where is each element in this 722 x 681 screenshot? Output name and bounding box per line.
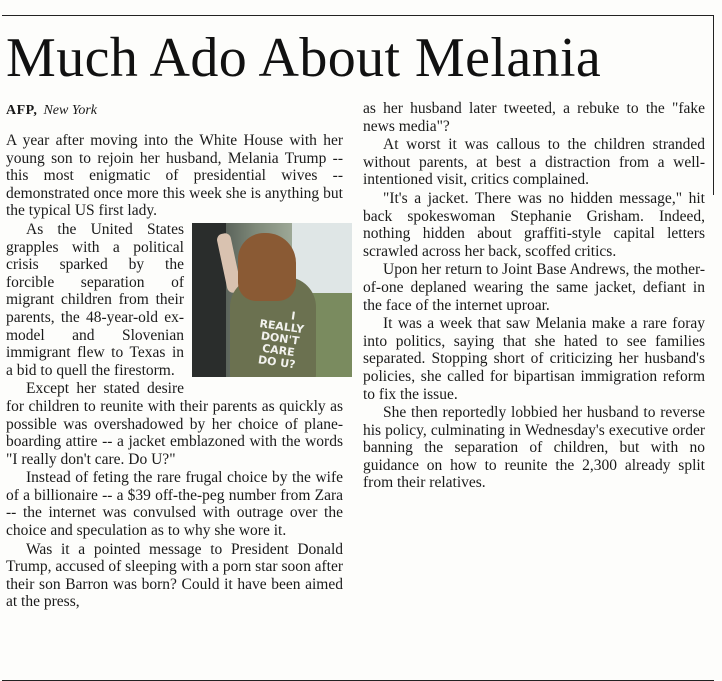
paragraph: Except her stated desire for children to reunite with their parents as quickly as possible was overshadowed by her choice of plane-boarding attire -- a jacket emblazoned with the words "I really don't care. Do U?" — [6, 380, 343, 468]
headline: Much Ado About Melania — [6, 27, 602, 89]
paragraph: It was a week that saw Melania make a rare foray into politics, saying that she hated to see families separated. Stopping short of criticizing her husband's policies, she called for bipartisan immigration reform to fix the issue. — [363, 315, 705, 403]
photo-grass — [312, 293, 352, 377]
right-column-rule — [713, 15, 714, 195]
photo-hair — [238, 233, 296, 301]
paragraph: Was it a pointed message to President Donald Trump, accused of sleeping with a porn star soon after their son Barron was born? Could it have been aimed at the press, — [6, 540, 343, 611]
paragraph: At worst it was callous to the children stranded without parents, at best a distraction from a well-intentioned visit, critics complained. — [363, 136, 705, 189]
paragraph: She then reportedly lobbied her husband to reverse his policy, culminating in Wednesday's executive order banning the separation of children, but with no guidance on how to reunite the 2,300 already split from their relatives. — [363, 404, 705, 492]
top-rule — [2, 15, 714, 16]
byline-agency: AFP, — [6, 103, 38, 118]
paragraph: A year after moving into the White House with her young son to rejoin her husband, Melania Trump -- this most enigmatic of presidential wives -- demonstrated once more this week she is anything but the typical US first lady. — [6, 132, 343, 220]
paragraph: Upon her return to Joint Base Andrews, the mother-of-one deplaned wearing the same jacket, defiant in the face of the internet uproar. — [363, 261, 705, 314]
photo-jacket-text: I REALLY DON'T CARE DO U? — [257, 309, 305, 372]
byline-place: New York — [43, 103, 97, 118]
paragraph-text: As the United States grapples with a political crisis sparked by the forcible separation of migrant children from their parents, the 48-year-old ex-model and Slovenian immigrant flew to Texas in a bid to quell the firestorm. — [6, 220, 184, 379]
right-column — [363, 100, 705, 492]
paragraph: as her husband later tweeted, a rebuke to the "fake news media"? — [363, 100, 705, 135]
paragraph: Instead of feting the rare frugal choice by the wife of a billionaire -- a $39 off-the-peg number from Zara -- the internet was convulsed with outrage over the choice and speculation as to why she wore it. — [6, 469, 343, 540]
left-column — [6, 103, 343, 611]
photo — [192, 223, 352, 377]
paragraph: "It's a jacket. There was no hidden message," hit back spokeswoman Stephanie Grisham. Indeed, nothing hidden about graffiti-style capital letters scrawled across her back, scoffed critics. — [363, 189, 705, 260]
byline — [6, 103, 343, 119]
paragraph — [6, 221, 343, 379]
